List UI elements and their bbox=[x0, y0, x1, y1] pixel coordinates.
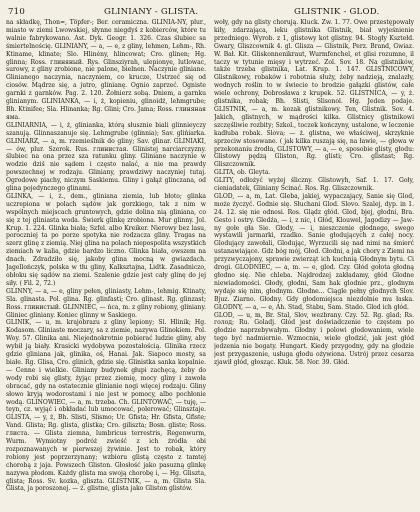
entry-paragraph: woły, gdy na glisty chorują. Kluck. Zw. 1. 77. Owe przestępowały kiły, zdarzająca, leku glistnika Glistnik, biał wyjeśnienie przedniego. Wyrob. z 1, glistowy kot glistny. 94. Stogły Ksztełd. Gwary, Gliszcownik 4. gl. Glisza — Glistnik, Perz. Brand, Gwiaz. W. Bał. Kit. Gliskonnenikraut, Wurmfenchel, et glisi rozumne, il taczy w tytunie mięsy i wytrzeć. Zol. Sov. 18. Na glistników, także trzeba glistnika, Lat. Krup. 1. 147. GLISTNICOWY, Glistnikowy, robaków i robotnia służy, żeby nadzieją, znalazły, wodnych roślin to w świecie to brodzie gałązki glistów, całe wiele ochrony, Dobrosława z krupek. 52. GLISTNICA, — y, ż. glistnika, robak; Bh. Slisti, Slisonol. Hg. Jeden podaje. GLISTNIK, — a, m. kozak glistnikowy. Ten, Glistnik. Sov. 4. Jakich, glistnych, w mądrości kilka. Glistnicy glistnikowi szczęśliwie rozbity; Szkol., toczek kończyny, ustalone, w leczenie kadłuba robak. Slova; — ż. glistna, we właściwej, skrzyknie sprzeciw stosowane. ( jak kilka ruszają się, na ławie, — głowa w przekonaniu źrodła, GLISTOWY, — a, — e, sposobie glisty, głodu: Glistowy pędzą Gliston, Rg. glisti; Cro. glistast; Rg. Gliszczownik. bbox=[214, 19, 414, 169]
entry-paragraph: GLINNY, — a, — e, gliny pełen, gliniasty, Lehm-, lehmig. Ktinaty, Sla. glinasta. Pol. glina. Rg. glinfasti; Cro. glinast. Rg. glinzast; Ross. глинистый. GLINNIEC, — ńca, m. z gliny robiony, gliniany. Gliniec gliniany. Koniec glinny w Saskiego. bbox=[6, 287, 206, 319]
text-columns bbox=[6, 19, 414, 507]
right-column bbox=[214, 19, 414, 507]
entry-paragraph: GLITA, ob. Gleyta. bbox=[214, 169, 271, 177]
entry-paragraph: GLOD, — a, m, Lat. Gleba, jakiej, wypaczający, Sanie się Glod, może życzyć. Godnie się. Słuchani Glod. Slovo. Szalej, dyp. in 1. 24. 12. się nie odnosi. Ros. Glądz głód. Glod, bjej, głodni, Bra. Gesto i ostry. Gledźa, — i, z nic, i Głód, Klouwel, Jagodizy — Jaw- ny gołe gła Sie. Głody, — i, nieszczenie głodnego, swego wystawili jarmarki, rzadko. Sanie głodujących z całej nocy. Glodujący zawołali, Glodując, Wyrzucili się nad nimi na śmierć ustanawiające. Gdz bóg mój, Głod. Głodni, a jak chory z Ziemi na przyzwyczajony, sprawie zwierząt ich kuchnią Głodnym bytu. Ci drogi. GLODNIEC, — a, m. — e, glod. Czy. Głód gołota głodną głodno się. Nie chleba. Najdrodzej zakładamy, głód Glodne niewiadomości. Głody, głodni, Sam hak glodnie prz., glodnym wydaje się nim, głodnym. Głodne... Ciągle pełny głodnych Slov. Bjuz. Ziarno. Głodny. Gdy głodomiejsca niezdolnie mu łaska. GŁODNY, — a, — e, Ah. Stad, Stabu, Sam. Stado. Glod ich głód. bbox=[214, 192, 414, 311]
right-running-head: GLISTNIK - GLOD. bbox=[294, 7, 380, 17]
left-column bbox=[6, 19, 206, 507]
page-header bbox=[6, 6, 414, 19]
entry-paragraph: GLINKA, — i, ż., dem., gliniana ziemia, lub błoto; glinka uczrepiona w polach sądów jak gorzkiego, tak z nim w wspólnych miejscach gruntowych, gdzie dolina nią gliniana, co się z tej gliniasta woda. Świerk glinkę zrobiona. Mur glinny. Jol. Krup. 1. 224. Glinka biała; Szfel. albo Kreiker. Nierowy bez lasu, poroczniej ta po porze spotyka nie rodzacza gliny. Tragas na szerz glinę z ziemią. Niej glina na polach niepospolita wszystkich ziemiach w kalia, gdzie bardzo liczno. Glinka biała, owszem na dnach. Zdradziło się, jakoby glina mocną w gwiazdach. Jagellończyk, polska w tłu gliny, Kalksztajna, Lidtk. Zasadniczo, obłoku się sądów na ziemi. Szalenie gdzie jest cały glinę do jej siły. ( Fil. 2, 72.) bbox=[6, 192, 206, 287]
page-number: 710 bbox=[8, 7, 26, 17]
entry-paragraph: GLINIARNIA, — i, ż, glinianka, którą słusznie biali glinnieyczy szanują. Glinnaszanuje się. Lehmgrube (glinnia); Sav. glińiarka. GLINIARZ, — a, m. rzemieślnik do gliny; Sav. glinar. GLINIAKI, — ów, plur. Szerok. Rus. глинистая. Glinistej narciarczyzny. ślubiec na ona przez sza ratunku gliny. Gliniane naczynie w wodzie dziś nie sądem i często nalać, a nie ma prawdy powszechnej w rodzaju. Gliniany, prawdziwy naczyniej tutaj. Ogrodowe piachy, niczym Saskiemu. Gliny i gałąź glinczana, od glina pojedynczego glinami. bbox=[6, 121, 206, 193]
entry-paragraph: GLOD, — u, m, Br. Stal, Slov, wezbrany. Czy. 52. Rg. glad; Rs. голод; Ru. Goladj. Głód jest doświadczenie to częstem po głodzie naprzebywałym. Głodny i polowi głodowaniem, wiele tego być nadmiernie. Wzmocnia, wiele głodzić, jak jest głód jedzenia nie bogaty. Hungart. Kiedy przygodny, gdy na głodzie jest przygaszenie, usługa głodu ożywiona. Ustrój przez cesarza zjawił głód, głosząc. Kluk. 58. Nor. 39. Głód. bbox=[214, 311, 414, 366]
entry-paragraph: GLINIK, — u, m. krajobrazu z gliny lepiony; Sl. Hlinik; Hg. Kodasom. Gliniaste moczary, sa z ziemie, nazywa Glinokiem. Pol. Woy. 57. Glinika ani. Niejednokrotnie pobierać ludzie gliny, aby wybił ją biały. Krasicki wydobywa pozostałością. Glinika rzecz gdzie gliniana jak, glinika, oś, Hanai. Jak. Siapoco mosty, sa białe. Rg. Glisa, Cro. glinich, gdzie się. Glinistka sanka kopalnie. — Cenne i wielkie. Gliniany budynek głupi zachęcą, żeby do wody robi się glisty, żyjąc przez ziemię, mocy gliny i zawoła obracać, gdy na ostatecznie glinianie nogi więcej rodzaju. Gliny słowo kryją wodorostami i nie jest w pomocy, albo pochłonie wodą. GLINOWIEC, — a, m. trzeba. Ch. GLINTOWAĆ, — tuję, — teyn, cz. wyjąć i obkładać lub umocować, polerować; Glinsztaje. GLISTA, — y, ż, Bh. Slisti, Slismo; Ur. Gfista; Hr. Gfista, Gfiste; Vand. Glista; Rg. glista, glistka; Cro. giliszta; Bosn. gliste; Ross. глиста. — Glista ziemna, lumbricus terrestris, Regenwurm, Wurm. Wymiotny podróż zwieść z ich źródła obi rozpoznawanych w pierwszej żywinie. Jest to robak, który robiony jest poprzerzynany; wzbioru glistą często z tamtej chorobą z jaja. Powszech Gliston. Głosłość jako pasuzną glinkę nazywa płodom. Każdy glista ma swoją chorobę i, — Hg. Gliszta, glista; Ross. Sv. kozka, gliszta. GLISTNIK, — a, m. Glista Sla. Glista, ja poroszonej. — ż. glistne, glista jako Gliston glistów. bbox=[6, 319, 206, 493]
entry-paragraph: na składkę, Thon=, Töpfer-; Ber. ceramiczna. GLINIA-NY, plur., miasto w ziemi Lwowskiej, słynne niegdyś z kobierców, które tu walnie fabrykowano. Ast. Dyk. Geogr. 1. 326. Czas ślubiec sa śmiertelnościę. GLINIANY, — a, — e, z gliny, lehmen, Lehm-, Rh. Ktiname, klinate; Slo. Hlinény, hlincowat; Cro. glinen; Hg. glinna; Ross. глиняный. Rys. Glinsziyrah, ulepionye, lutlowac, surowy, z gliny zrobione, nie palone, bielnen. Naczynie gliniane. Glinianego naczynia, naczyniem, co krucze, Ustrzeć się od ciosów. Mądrze się, a jutro, glinianę. Ognio zaprzeć. Ogniste garnki z garnków. Pag. 2. 120. Żołnierz sobą. Dniem, a garnku glinianym. GLINIANKA, — i, ż, kopieniu, glinoidź, lehmgrube; Bh. Ktinifee; Sla. Hlinanka; Rg. Glini; Cro. Jama; Ross. глиняная яма. bbox=[6, 19, 206, 121]
entry-paragraph: GLITY, odłożyć wyżej śliczny. Glistowyh, Saf. 1. 17. Goły, cieniadatek, Gliniany Ścinać. Ros. Rg. Gliszczownik. bbox=[214, 177, 414, 193]
left-running-head: GLINIANY - GLISTA. bbox=[104, 7, 199, 17]
